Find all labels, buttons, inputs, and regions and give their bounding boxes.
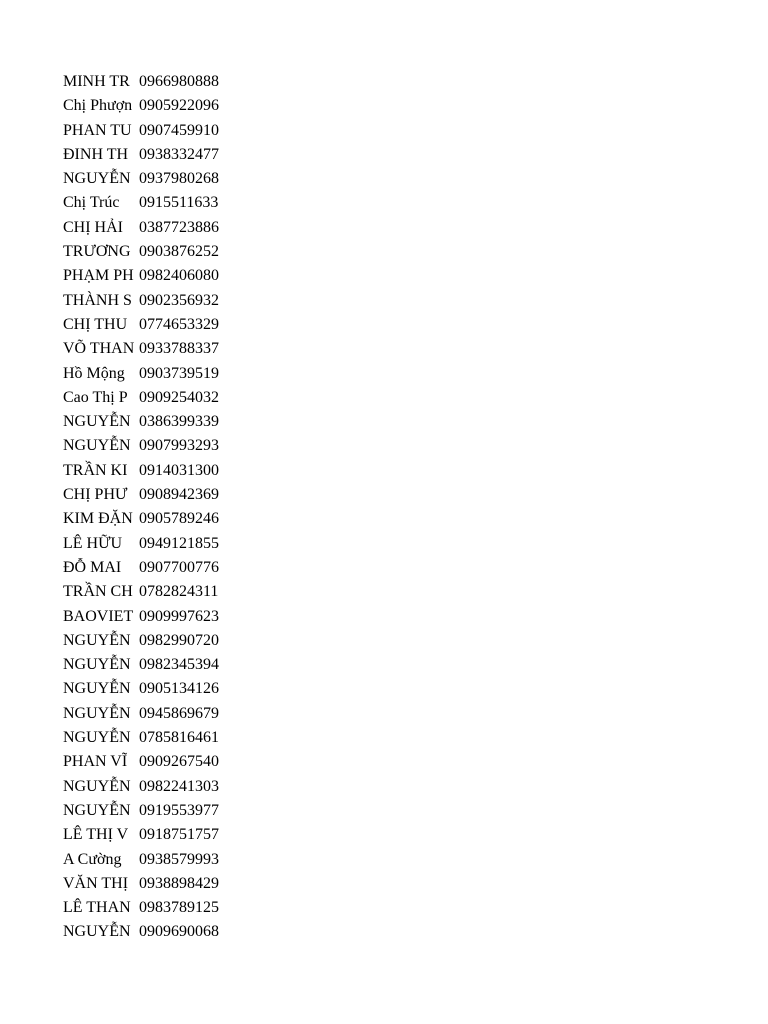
- contact-row: [63, 872, 263, 896]
- contact-phone: 0905922096: [139, 97, 219, 115]
- contact-phone: 0903876252: [139, 243, 219, 261]
- contact-name: CHỊ HẢI: [63, 218, 123, 236]
- contact-phone: 0903739519: [139, 364, 219, 382]
- contact-name: LÊ HỮU: [63, 534, 123, 552]
- contact-name: ĐỖ MAI: [63, 558, 122, 576]
- contact-name: Cao Thị P: [63, 388, 128, 406]
- contact-phone: 0905134126: [139, 680, 219, 698]
- contact-row: [63, 70, 263, 94]
- contact-row: [63, 775, 263, 799]
- contact-phone: 0387723886: [139, 218, 219, 236]
- contact-phone: 0915511633: [139, 194, 219, 212]
- contact-row: [63, 191, 263, 215]
- contact-name: VĂN THỊ: [63, 874, 129, 892]
- contact-phone: 0907700776: [139, 558, 219, 576]
- contact-name: NGUYỄN: [63, 729, 131, 747]
- contact-name: Hồ Mộng: [63, 364, 125, 382]
- contact-name: CHỊ PHƯ: [63, 486, 128, 504]
- contact-phone: 0782824311: [139, 583, 219, 601]
- contact-row: [63, 337, 263, 361]
- contact-row: [63, 556, 263, 580]
- contact-row: [63, 920, 263, 944]
- contact-row: [63, 507, 263, 531]
- contact-row: [63, 799, 263, 823]
- contact-phone: 0945869679: [139, 704, 219, 722]
- contact-name: TRẦN CH: [63, 583, 133, 601]
- contact-phone: 0966980888: [139, 73, 219, 90]
- contact-name: TRẦN KI: [63, 461, 128, 479]
- contact-name: PHẠM PH: [63, 267, 134, 285]
- contact-row: [63, 459, 263, 483]
- contact-phone: 0938579993: [139, 850, 219, 868]
- contact-phone: 0933788337: [139, 340, 219, 358]
- contact-phone: 0982406080: [139, 267, 219, 285]
- contact-name: BAOVIET: [63, 607, 134, 625]
- contact-name: NGUYỄN: [63, 801, 131, 819]
- contact-phone: 0983789125: [139, 899, 219, 917]
- contact-name: NGUYỄN: [63, 777, 131, 795]
- contact-row: [63, 605, 263, 629]
- contact-row: [63, 289, 263, 313]
- contact-row: [63, 386, 263, 410]
- contact-row: [63, 119, 263, 143]
- contact-row: [63, 629, 263, 653]
- contact-name: PHAN TU: [63, 121, 132, 139]
- contact-list: [63, 70, 263, 945]
- contact-row: [63, 580, 263, 604]
- contact-phone: 0982345394: [139, 656, 219, 674]
- contact-name: VÕ THAN: [63, 340, 135, 358]
- contact-row: [63, 143, 263, 167]
- contact-name: NGUYỄN: [63, 631, 131, 649]
- contact-name: ĐINH TH: [63, 145, 129, 163]
- contact-name: MINH TR: [63, 73, 130, 90]
- contact-phone: 0949121855: [139, 534, 219, 552]
- contact-row: [63, 240, 263, 264]
- contact-name: CHỊ THU: [63, 315, 128, 333]
- contact-row: [63, 677, 263, 701]
- contact-row: [63, 94, 263, 118]
- contact-name: A Cường: [63, 850, 122, 868]
- contact-phone: 0909267540: [139, 753, 219, 771]
- contact-phone: 0938332477: [139, 145, 219, 163]
- contact-row: [63, 653, 263, 677]
- contact-name: NGUYỄN: [63, 923, 131, 941]
- contact-phone: 0774653329: [139, 315, 219, 333]
- contact-name: NGUYỄN: [63, 437, 131, 455]
- contact-name: NGUYỄN: [63, 170, 131, 188]
- contact-phone: 0909254032: [139, 388, 219, 406]
- contact-phone: 0386399339: [139, 413, 219, 431]
- contact-name: NGUYỄN: [63, 704, 131, 722]
- contact-name: Chị Trúc: [63, 194, 120, 212]
- contact-phone: 0938898429: [139, 874, 219, 892]
- contact-row: [63, 434, 263, 458]
- contact-name: KIM ĐẶN: [63, 510, 133, 528]
- contact-phone: 0909997623: [139, 607, 219, 625]
- contact-name: Chị Phượn: [63, 97, 133, 115]
- contact-name: PHAN VĨ: [63, 753, 128, 771]
- contact-row: [63, 313, 263, 337]
- contact-phone: 0785816461: [139, 729, 219, 747]
- contact-phone: 0902356932: [139, 291, 219, 309]
- contact-row: [63, 483, 263, 507]
- contact-phone: 0937980268: [139, 170, 219, 188]
- contact-phone: 0905789246: [139, 510, 219, 528]
- contact-row: [63, 216, 263, 240]
- contact-name: NGUYỄN: [63, 413, 131, 431]
- contact-name: LÊ THAN: [63, 899, 131, 917]
- contact-phone: 0982241303: [139, 777, 219, 795]
- contact-phone: 0982990720: [139, 631, 219, 649]
- contact-row: [63, 823, 263, 847]
- contact-name: TRƯƠNG: [63, 243, 131, 261]
- contact-phone: 0918751757: [139, 826, 219, 844]
- contact-row: [63, 410, 263, 434]
- contact-phone: 0909690068: [139, 923, 219, 941]
- contact-row: [63, 896, 263, 920]
- contact-phone: 0908942369: [139, 486, 219, 504]
- contact-row: [63, 167, 263, 191]
- contact-name: THÀNH S: [63, 291, 132, 309]
- contact-row: [63, 264, 263, 288]
- contact-row: [63, 750, 263, 774]
- contact-name: LÊ THỊ V: [63, 826, 129, 844]
- contact-phone: 0914031300: [139, 461, 219, 479]
- contact-phone: 0907459910: [139, 121, 219, 139]
- contact-row: [63, 726, 263, 750]
- contact-name: NGUYỄN: [63, 680, 131, 698]
- contact-row: [63, 362, 263, 386]
- contact-phone: 0919553977: [139, 801, 219, 819]
- contact-row: [63, 532, 263, 556]
- contact-row: [63, 848, 263, 872]
- contact-phone: 0907993293: [139, 437, 219, 455]
- contact-name: NGUYỄN: [63, 656, 131, 674]
- contact-row: [63, 702, 263, 726]
